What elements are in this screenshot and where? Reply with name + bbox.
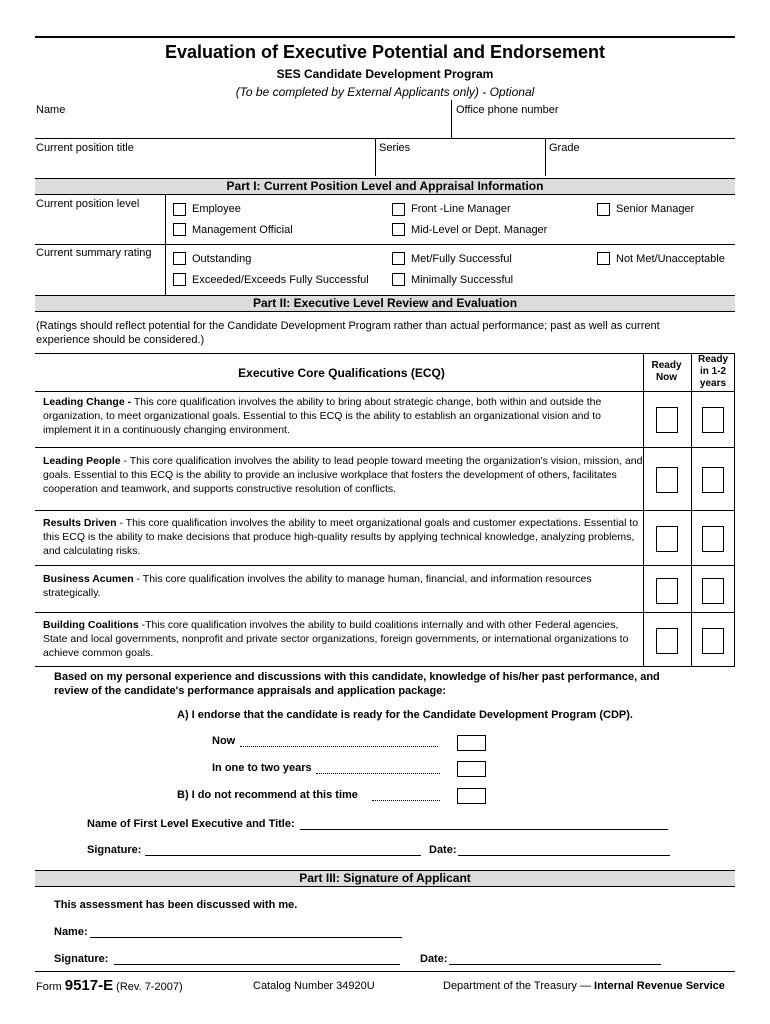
name-field[interactable]	[35, 118, 450, 138]
col-ready-now: Ready Now	[651, 360, 682, 383]
results-driven-ready-1-2-checkbox[interactable]	[702, 526, 724, 552]
ecq-results-driven	[43, 516, 643, 558]
dotted-leader	[372, 790, 440, 801]
ecq-title: Business Acumen	[43, 573, 134, 585]
divider	[35, 391, 735, 392]
summary-rating-label: Current summary rating	[36, 247, 152, 259]
ecq-leading-change	[43, 395, 643, 437]
col-ready-1-2: Ready in 1-2 years	[697, 354, 728, 389]
endorse-intro: Based on my personal experience and discussions with this candidate, knowledge of his/her past performance, and review of the candidate's performance appraisals and application package:	[54, 671, 660, 697]
mid-level-manager-checkbox[interactable]	[392, 223, 405, 236]
leading-people-ready-now-checkbox[interactable]	[656, 467, 678, 493]
business-acumen-ready-1-2-checkbox[interactable]	[702, 578, 724, 604]
divider	[35, 244, 735, 245]
ecq-business-acumen	[43, 572, 643, 600]
exec-date-label: Date:	[429, 844, 457, 856]
divider	[35, 565, 735, 566]
applicant-name-label: Name:	[54, 926, 88, 938]
form-prefix: Form	[36, 981, 62, 993]
ecq-title: Leading People	[43, 455, 121, 467]
exec-name-label: Name of First Level Executive and Title:	[87, 818, 295, 830]
office-phone-label: Office phone number	[456, 104, 559, 116]
divider	[35, 612, 735, 613]
position-title-label: Current position title	[36, 142, 134, 154]
form-number: 9517-E	[64, 977, 114, 994]
leading-change-ready-now-checkbox[interactable]	[656, 407, 678, 433]
office-phone-field[interactable]	[452, 118, 735, 138]
option-a-label: A) I endorse that the candidate is ready for the Candidate Development Program (CDP).	[177, 709, 633, 721]
not-met-checkbox[interactable]	[597, 252, 610, 265]
senior-manager-checkbox[interactable]	[597, 203, 610, 216]
form-rev: (Rev. 7-2007)	[116, 981, 183, 993]
employee-checkbox[interactable]	[173, 203, 186, 216]
position-title-field[interactable]	[35, 156, 374, 176]
building-coalitions-ready-1-2-checkbox[interactable]	[702, 628, 724, 654]
divider	[35, 138, 735, 139]
position-level-label: Current position level	[36, 198, 140, 210]
management-official-label: Management Official	[192, 224, 293, 236]
footer-rule	[35, 971, 735, 972]
name-label: Name	[36, 104, 66, 116]
part3-statement: This assessment has been discussed with me.	[54, 899, 298, 911]
front-line-manager-label: Front -Line Manager	[411, 203, 511, 215]
now-label: Now	[212, 735, 236, 747]
dotted-leader	[240, 736, 438, 747]
dotted-leader	[316, 763, 440, 774]
page-title: Evaluation of Executive Potential and Endorsement	[164, 42, 606, 62]
exceeded-label: Exceeded/Exceeds Fully Successful	[192, 274, 369, 286]
divider	[35, 510, 735, 511]
ecq-title: Building Coalitions	[43, 619, 139, 631]
minimally-successful-label: Minimally Successful	[411, 274, 514, 286]
outstanding-checkbox[interactable]	[173, 252, 186, 265]
ecq-title: Results Driven	[43, 517, 117, 529]
department-name: Department of the Treasury —	[443, 980, 591, 992]
department	[443, 980, 725, 992]
minimally-successful-checkbox[interactable]	[392, 273, 405, 286]
ecq-text: - This core qualification involves the ability to meet organizational goals and customer expectations. Essential to this ECQ is the ability to make decisions that produce high-quality results by applying technical knowledge, analyzing problems, and calculating risks.	[43, 517, 639, 557]
series-label: Series	[379, 142, 411, 154]
leading-change-ready-1-2-checkbox[interactable]	[702, 407, 724, 433]
ecq-title: Leading Change -	[43, 396, 132, 408]
catalog-number: Catalog Number 34920U	[253, 980, 375, 992]
exec-signature-field[interactable]	[145, 843, 421, 856]
endorse-one-to-two-checkbox[interactable]	[457, 761, 486, 777]
page-note: (To be completed by External Applicants only) - Optional	[235, 85, 535, 99]
series-field[interactable]	[376, 156, 544, 176]
divider	[165, 195, 166, 296]
business-acumen-ready-now-checkbox[interactable]	[656, 578, 678, 604]
applicant-signature-field[interactable]	[114, 952, 400, 965]
ecq-text: - This core qualification involves the ability to manage human, financial, and information resources strategically.	[43, 573, 592, 599]
ecq-leading-people	[43, 454, 643, 496]
leading-people-ready-1-2-checkbox[interactable]	[702, 467, 724, 493]
applicant-signature-label: Signature:	[54, 953, 109, 965]
met-fully-successful-checkbox[interactable]	[392, 252, 405, 265]
exceeded-checkbox[interactable]	[173, 273, 186, 286]
ecq-text: This core qualification involves the ability to bring about strategic change, both within and outside the organization, to meet organizational goals. Essential to this ECQ is the ability to establish an organizational vision and to implement it in a continuously changing environment.	[43, 396, 602, 436]
page-subtitle: SES Candidate Development Program	[276, 67, 494, 81]
top-rule	[35, 36, 735, 38]
exec-name-field[interactable]	[300, 817, 668, 830]
endorse-now-checkbox[interactable]	[457, 735, 486, 751]
ecq-text: -This core qualification involves the ability to build coalitions internally and with other Federal agencies, State and local governments, nonprofit and private sector organizations, foreign governments, or international organizations to achieve common goals.	[43, 619, 629, 659]
building-coalitions-ready-now-checkbox[interactable]	[656, 628, 678, 654]
employee-label: Employee	[192, 203, 241, 215]
results-driven-ready-now-checkbox[interactable]	[656, 526, 678, 552]
irs-name: Internal Revenue Service	[594, 980, 725, 992]
grade-field[interactable]	[546, 156, 735, 176]
front-line-manager-checkbox[interactable]	[392, 203, 405, 216]
applicant-date-field[interactable]	[449, 952, 661, 965]
grade-label: Grade	[549, 142, 580, 154]
form-id	[36, 977, 183, 994]
exec-signature-label: Signature:	[87, 844, 142, 856]
divider	[35, 353, 735, 354]
ecq-header: Executive Core Qualifications (ECQ)	[238, 366, 445, 380]
met-fully-successful-label: Met/Fully Successful	[411, 253, 512, 265]
mid-level-manager-label: Mid-Level or Dept. Manager	[411, 224, 548, 236]
outstanding-label: Outstanding	[192, 253, 252, 265]
part1-heading: Part I: Current Position Level and Appraisal Information	[35, 178, 735, 195]
applicant-name-field[interactable]	[90, 925, 402, 938]
part3-heading: Part III: Signature of Applicant	[35, 870, 735, 887]
part2-note: (Ratings should reflect potential for the Candidate Development Program rather than actual performance; past as well as current experience should be considered.)	[36, 320, 660, 346]
exec-date-field[interactable]	[458, 843, 670, 856]
part2-heading: Part II: Executive Level Review and Evaluation	[35, 295, 735, 312]
divider	[35, 447, 735, 448]
option-b-label: B) I do not recommend at this time	[177, 789, 358, 801]
applicant-date-label: Date:	[420, 953, 448, 965]
ecq-building-coalitions	[43, 618, 643, 660]
ecq-text: - This core qualification involves the ability to lead people toward meeting the organization's vision, mission, and goals. Essential to this ECQ is the ability to provide an inclusive workplace that fosters the development of others, facilitates cooperation and teamwork, and supports constructive resolution of conflicts.	[43, 455, 643, 495]
management-official-checkbox[interactable]	[173, 223, 186, 236]
not-met-label: Not Met/Unacceptable	[616, 253, 725, 265]
do-not-recommend-checkbox[interactable]	[457, 788, 486, 804]
senior-manager-label: Senior Manager	[616, 203, 695, 215]
one-to-two-label: In one to two years	[212, 762, 312, 774]
divider	[35, 666, 735, 667]
